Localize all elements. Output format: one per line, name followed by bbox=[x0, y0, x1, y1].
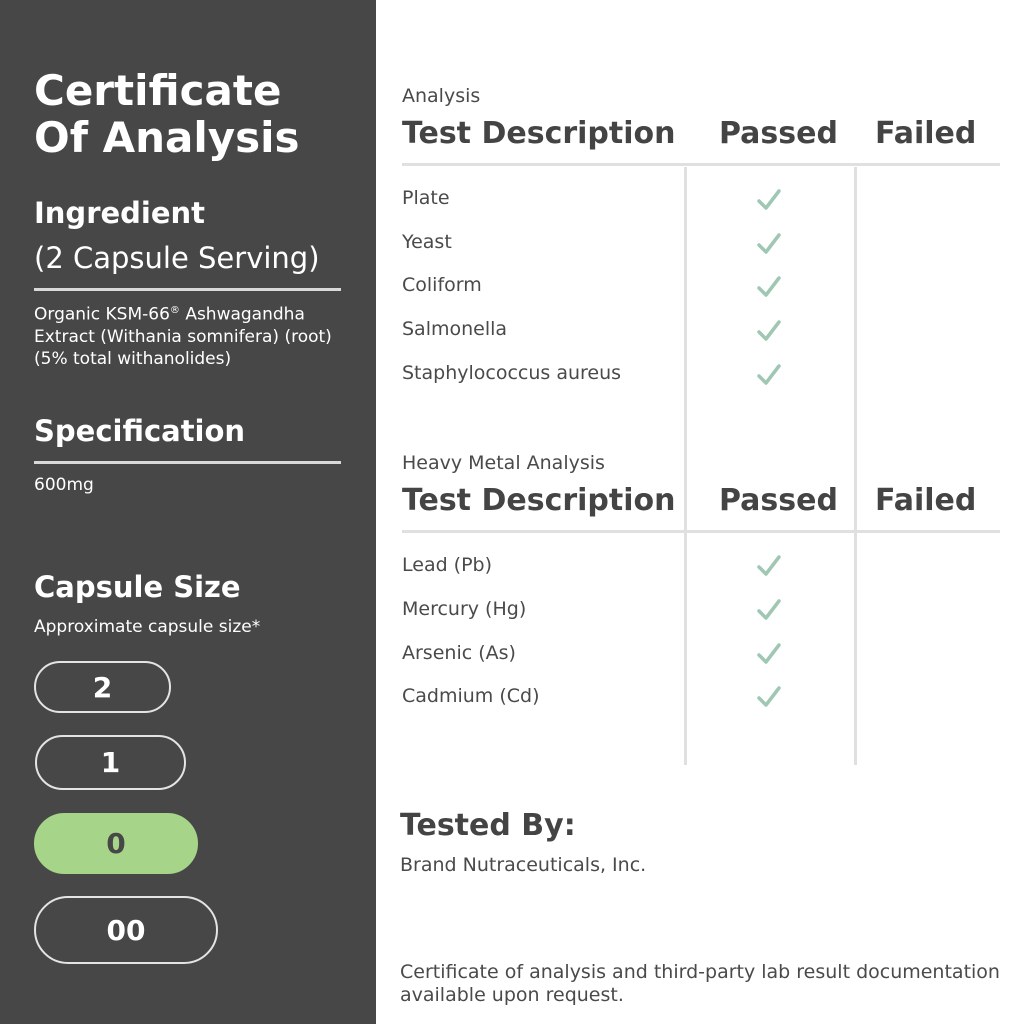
specification-heading: Specification bbox=[34, 414, 246, 448]
ingredient-name bbox=[34, 300, 334, 370]
column-divider bbox=[684, 167, 687, 765]
checkmark-icon bbox=[755, 361, 783, 389]
header-passed: Passed bbox=[719, 116, 838, 151]
capsule-size-heading: Capsule Size bbox=[34, 570, 241, 604]
page-title-line1: Certificate bbox=[34, 66, 282, 115]
capsule-size-00: 00 bbox=[34, 896, 218, 964]
analysis-panel bbox=[376, 0, 1024, 1024]
divider bbox=[34, 288, 341, 291]
row-label-mercury: Mercury (Hg) bbox=[402, 598, 527, 620]
row-label-salmonella: Salmonella bbox=[402, 318, 508, 340]
left-panel bbox=[0, 0, 376, 1024]
row-label-staphylococcus: Staphylococcus aureus bbox=[402, 362, 622, 384]
tested-by-company: Brand Nutraceuticals, Inc. bbox=[400, 854, 647, 876]
page-title-line2: Of Analysis bbox=[34, 113, 300, 162]
capsule-size-1: 1 bbox=[35, 735, 186, 790]
row-label-lead: Lead (Pb) bbox=[402, 554, 493, 576]
ingredient-name-part1: Organic KSM-66 bbox=[34, 304, 170, 325]
header-test-description: Test Description bbox=[402, 483, 676, 518]
table-header-rule bbox=[402, 530, 1000, 533]
row-label-cadmium: Cadmium (Cd) bbox=[402, 685, 540, 707]
checkmark-icon bbox=[755, 273, 783, 301]
row-label-coliform: Coliform bbox=[402, 274, 482, 296]
table-header-rule bbox=[402, 163, 1000, 166]
trademark-symbol: ® bbox=[169, 305, 180, 316]
analysis-section-label: Analysis bbox=[402, 85, 481, 107]
checkmark-icon bbox=[755, 640, 783, 668]
checkmark-icon bbox=[755, 230, 783, 258]
footnote: Certificate of analysis and third-party lab result documentation available upon request. bbox=[400, 961, 1000, 1006]
serving-label: (2 Capsule Serving) bbox=[34, 241, 320, 275]
heavy-metal-section-label: Heavy Metal Analysis bbox=[402, 452, 605, 474]
column-divider bbox=[854, 167, 857, 765]
capsule-size-0-selected: 0 bbox=[34, 813, 198, 874]
row-label-plate: Plate bbox=[402, 187, 450, 209]
capsule-size-subtitle: Approximate capsule size* bbox=[34, 617, 261, 637]
header-test-description: Test Description bbox=[402, 116, 676, 151]
specification-value: 600mg bbox=[34, 475, 94, 495]
header-passed: Passed bbox=[719, 483, 838, 518]
row-label-arsenic: Arsenic (As) bbox=[402, 642, 516, 664]
checkmark-icon bbox=[755, 683, 783, 711]
checkmark-icon bbox=[755, 186, 783, 214]
row-label-yeast: Yeast bbox=[402, 231, 452, 253]
ingredient-name-part2: Ashwagandha Extract (Withania somnifera) (root) (5% total withanolides) bbox=[34, 304, 332, 369]
checkmark-icon bbox=[755, 596, 783, 624]
tested-by-heading: Tested By: bbox=[400, 808, 576, 843]
ingredient-heading: Ingredient bbox=[34, 196, 206, 230]
header-failed: Failed bbox=[875, 483, 977, 518]
header-failed: Failed bbox=[875, 116, 977, 151]
checkmark-icon bbox=[755, 317, 783, 345]
checkmark-icon bbox=[755, 552, 783, 580]
capsule-size-2: 2 bbox=[34, 661, 171, 713]
divider bbox=[34, 461, 341, 464]
